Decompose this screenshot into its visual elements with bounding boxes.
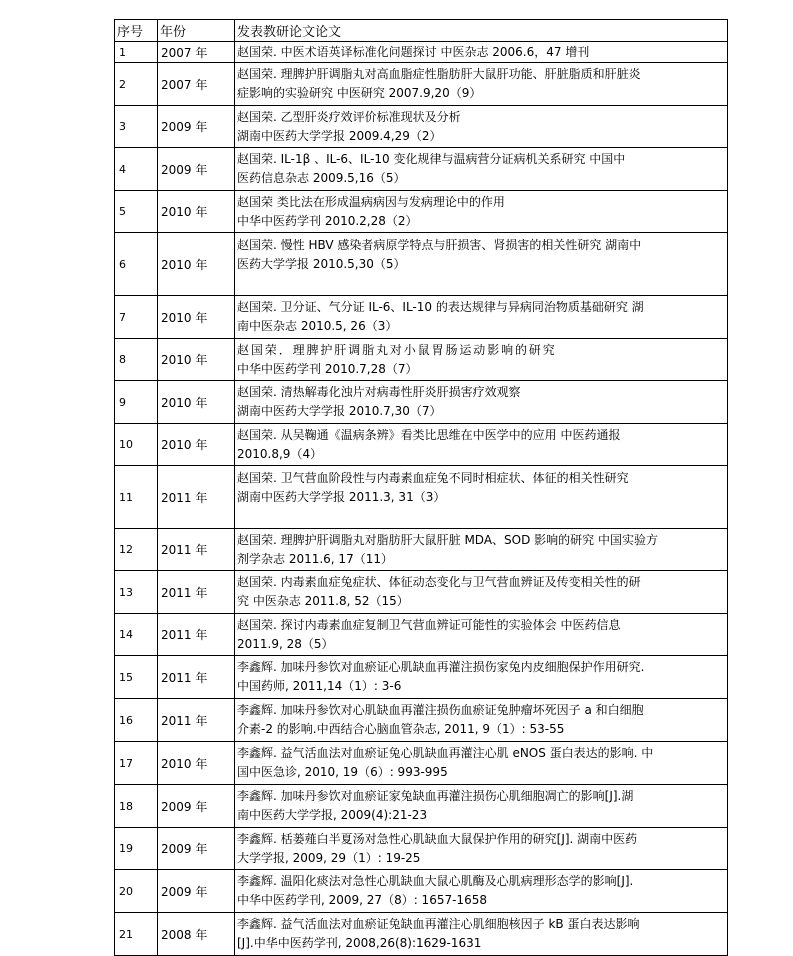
row-citation <box>235 424 728 466</box>
table-row <box>115 785 728 828</box>
row-year: 2011 年 <box>158 614 235 656</box>
row-year: 2010 年 <box>158 233 235 296</box>
row-number: 4 <box>115 148 158 191</box>
row-number: 14 <box>115 614 158 656</box>
row-year: 2009 年 <box>158 148 235 191</box>
citation-line: 赵国荣. 理脾护肝调脂丸对脂肪肝大鼠肝脏 MDA、SOD 影响的研究 中国实验方 <box>237 532 658 547</box>
citation-line: 李鑫辉. 温阳化痰法对急性心肌缺血大鼠心肌酶及心肌病理形态学的影响[J]. <box>237 874 634 888</box>
row-year: 2010 年 <box>158 339 235 381</box>
citation-line: 赵国荣. 从吴鞠通《温病条辨》看类比思维在中医学中的应用 中医药通报 <box>237 427 621 442</box>
citation-line: 赵国荣. 慢性 HBV 感染者病原学特点与肝损害、肾损害的相关性研究 湖南中 <box>237 237 642 252</box>
citation-line: 赵国荣．理脾护肝调脂丸对小鼠胃肠运动影响的研究 <box>237 342 557 357</box>
row-year: 2007 年 <box>158 63 235 106</box>
header-title: 发表教研论文论文 <box>235 20 728 42</box>
header-year: 年份 <box>158 20 235 42</box>
row-number: 16 <box>115 699 158 742</box>
citation-line: 李鑫辉. 加味丹参饮对血瘀证家兔缺血再灌注损伤心肌细胞凋亡的影响[J].湖 <box>237 789 634 803</box>
table-row <box>115 571 728 614</box>
row-citation <box>235 148 728 191</box>
row-year: 2010 年 <box>158 381 235 424</box>
citation-line: 大学学报, 2009, 29（1）: 19-25 <box>237 850 421 865</box>
citation-line: 李鑫辉. 加味丹参饮对心肌缺血再灌注损伤血瘀证兔肿瘤坏死因子 a 和白细胞 <box>237 703 644 717</box>
table-body <box>115 42 728 956</box>
row-year: 2009 年 <box>158 106 235 148</box>
citation-line: 赵国荣 类比法在形成温病病因与发病理论中的作用 <box>237 194 505 209</box>
row-year: 2010 年 <box>158 296 235 339</box>
table-row <box>115 63 728 106</box>
row-number: 7 <box>115 296 158 339</box>
table-row <box>115 466 728 529</box>
row-citation <box>235 106 728 148</box>
table-row <box>115 233 728 296</box>
row-year: 2009 年 <box>158 870 235 913</box>
citation-line: 赵国荣. 探讨内毒素血症复制卫气营血辨证可能性的实验体会 中医药信息 <box>237 617 621 632</box>
row-citation <box>235 614 728 656</box>
row-number: 9 <box>115 381 158 424</box>
row-citation <box>235 466 728 529</box>
publications-table <box>114 19 728 956</box>
row-year: 2008 年 <box>158 913 235 956</box>
row-year: 2007 年 <box>158 42 235 63</box>
citation-line: 李鑫辉. 益气活血法对血瘀证兔缺血再灌注心肌细胞核因子 kB 蛋白表达影响 <box>237 917 640 931</box>
citation-line: 介素-2 的影响.中西结合心脑血管杂志, 2011, 9（1）: 53-55 <box>237 722 565 736</box>
table-row <box>115 699 728 742</box>
row-year: 2011 年 <box>158 466 235 529</box>
citation-line <box>237 507 725 526</box>
row-citation <box>235 191 728 233</box>
citation-line: 2011.9, 28（5） <box>237 636 334 651</box>
header-row <box>115 20 728 42</box>
row-number: 3 <box>115 106 158 148</box>
row-year: 2010 年 <box>158 191 235 233</box>
row-year: 2011 年 <box>158 529 235 571</box>
table-row <box>115 191 728 233</box>
table-row <box>115 106 728 148</box>
row-number: 13 <box>115 571 158 614</box>
citation-line: 中国药师, 2011,14（1）: 3-6 <box>237 679 402 693</box>
row-number: 20 <box>115 870 158 913</box>
table-row <box>115 614 728 656</box>
row-citation <box>235 42 728 63</box>
row-number: 5 <box>115 191 158 233</box>
row-number: 18 <box>115 785 158 828</box>
citation-line: 赵国荣. 内毒素血症兔症状、体征动态变化与卫气营血辨证及传变相关性的研 <box>237 575 641 589</box>
citation-line: 医药大学学报 2010.5,30（5） <box>237 256 406 271</box>
citation-line: 症影响的实验研究 中医研究 2007.9,20（9） <box>237 86 482 100</box>
row-year: 2011 年 <box>158 656 235 699</box>
citation-line: 南中医杂志 2010.5, 26（3） <box>237 319 398 333</box>
citation-line: 李鑫辉. 栝蒌薤白半夏汤对急性心肌缺血大鼠保护作用的研究[J]. 湖南中医药 <box>237 831 638 846</box>
table-row <box>115 656 728 699</box>
citation-line: 赵国荣. 卫分证、气分证 IL-6、IL-10 的表达规律与异病同治物质基础研究 湖 <box>237 300 644 314</box>
citation-line: 赵国荣. 中医术语英译标准化问题探讨 中医杂志 2006.6，47 增刊 <box>237 44 590 59</box>
table-row <box>115 381 728 424</box>
citation-line <box>237 274 725 293</box>
table-row <box>115 42 728 63</box>
citation-line: 湖南中医药大学学报 2009.4,29（2） <box>237 128 442 143</box>
row-number: 15 <box>115 656 158 699</box>
citation-line: 李鑫辉. 加味丹参饮对血瘀证心肌缺血再灌注损伤家兔内皮细胞保护作用研究. <box>237 660 645 674</box>
row-number: 1 <box>115 42 158 63</box>
row-citation <box>235 913 728 956</box>
row-number: 2 <box>115 63 158 106</box>
row-year: 2011 年 <box>158 571 235 614</box>
citation-line: 赵国荣. IL-1β 、IL-6、IL-10 变化规律与温病营分证病机关系研究 中国中 <box>237 152 626 166</box>
row-year: 2010 年 <box>158 742 235 785</box>
row-citation <box>235 571 728 614</box>
row-number: 19 <box>115 828 158 870</box>
row-citation <box>235 870 728 913</box>
citation-line: 赵国荣. 卫气营血阶段性与内毒素血症兔不同时相症状、体征的相关性研究 <box>237 470 629 485</box>
header-num: 序号 <box>115 20 158 42</box>
citation-line: 医药信息杂志 2009.5,16（5） <box>237 171 406 185</box>
row-citation <box>235 233 728 296</box>
row-number: 11 <box>115 466 158 529</box>
row-citation <box>235 381 728 424</box>
citation-line: 湖南中医药大学学报 2010.7,30（7） <box>237 404 442 418</box>
table-row <box>115 870 728 913</box>
row-citation <box>235 296 728 339</box>
row-citation <box>235 656 728 699</box>
row-number: 12 <box>115 529 158 571</box>
row-citation <box>235 699 728 742</box>
row-number: 21 <box>115 913 158 956</box>
citation-line: 2010.8,9（4） <box>237 446 323 461</box>
table-row <box>115 828 728 870</box>
table-row <box>115 296 728 339</box>
row-citation <box>235 63 728 106</box>
row-number: 10 <box>115 424 158 466</box>
row-year: 2009 年 <box>158 828 235 870</box>
row-number: 6 <box>115 233 158 296</box>
citation-line: 湖南中医药大学学报 2011.3, 31（3） <box>237 489 446 504</box>
citation-line: 南中医药大学学报, 2009(4):21-23 <box>237 808 428 822</box>
row-citation <box>235 529 728 571</box>
citation-line: 中华中医药学刊 2010.7,28（7） <box>237 361 418 376</box>
citation-line: 赵国荣. 理脾护肝调脂丸对高血脂症性脂肪肝大鼠肝功能、肝脏脂质和肝脏炎 <box>237 67 641 81</box>
table-row <box>115 742 728 785</box>
row-citation <box>235 339 728 381</box>
table-row <box>115 529 728 571</box>
row-number: 17 <box>115 742 158 785</box>
citation-line: [J].中华中医药学刊, 2008,26(8):1629-1631 <box>237 936 482 950</box>
row-number: 8 <box>115 339 158 381</box>
table-row <box>115 339 728 381</box>
row-citation <box>235 828 728 870</box>
row-year: 2010 年 <box>158 424 235 466</box>
citation-line: 李鑫辉. 益气活血法对血瘀证兔心肌缺血再灌注心肌 eNOS 蛋白表达的影响. 中 <box>237 746 654 760</box>
citation-line: 究 中医杂志 2011.8, 52（15） <box>237 594 409 608</box>
table-row <box>115 424 728 466</box>
table-row <box>115 148 728 191</box>
row-year: 2009 年 <box>158 785 235 828</box>
citation-line: 中华中医药学刊, 2009, 27（8）: 1657-1658 <box>237 893 487 907</box>
citation-line: 国中医急诊, 2010, 19（6）: 993-995 <box>237 765 448 779</box>
citation-line: 剂学杂志 2011.6, 17（11） <box>237 551 393 566</box>
row-year: 2011 年 <box>158 699 235 742</box>
citation-line: 赵国荣. 乙型肝炎疗效评价标准现状及分析 <box>237 109 461 124</box>
table-row <box>115 913 728 956</box>
row-citation <box>235 742 728 785</box>
citation-line: 中华中医药学刊 2010.2,28（2） <box>237 213 418 228</box>
citation-line: 赵国荣. 清热解毒化浊片对病毒性肝炎肝损害疗效观察 <box>237 385 521 399</box>
row-citation <box>235 785 728 828</box>
